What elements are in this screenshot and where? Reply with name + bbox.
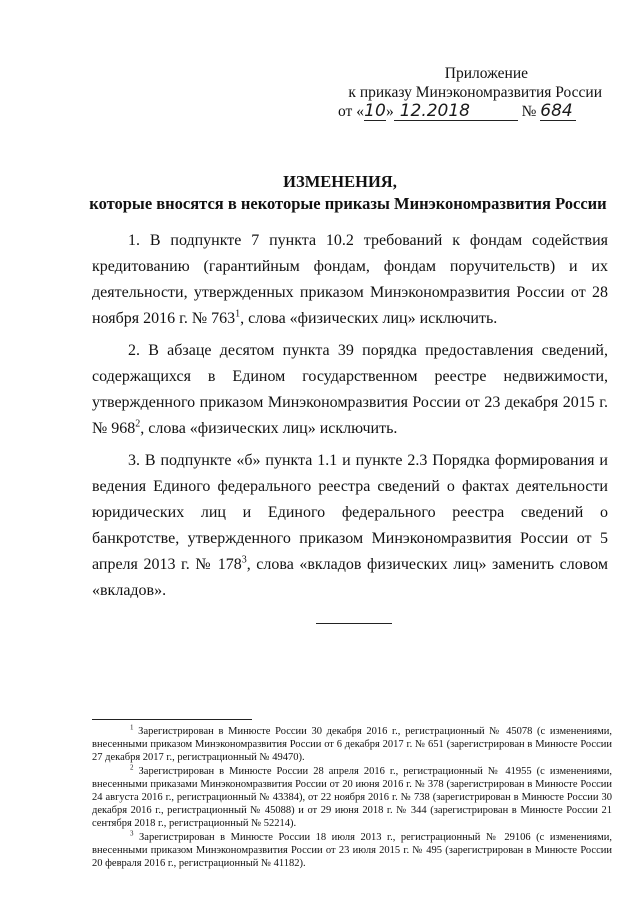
appendix-header bbox=[310, 64, 610, 124]
footnote-ref-1: 1 bbox=[235, 308, 241, 320]
footnote-2-mark: 2 bbox=[130, 763, 134, 772]
footnote-1-text: Зарегистрирован в Минюсте России 30 декабря 2016 г., регистрационный № 45078 (с изменениями, внесенными приказом Минэкономразвития России от 6 декабря 2017 г. № 651 (зарегистрирован в Минюсте России 27 декабря 2017 г., регистрационный № 49470). bbox=[92, 726, 612, 764]
item-3 bbox=[92, 448, 608, 604]
number-prefix: № bbox=[521, 103, 537, 120]
date-separator: » bbox=[385, 103, 394, 120]
item-3-text-end: , слова «вкладов физических лиц» заменить словом «вкладов». bbox=[92, 556, 608, 599]
footnote-ref-3: 3 bbox=[241, 554, 247, 566]
item-1-text-end: , слова «физических лиц» исключить. bbox=[240, 310, 498, 327]
footnote-3-mark: 3 bbox=[130, 829, 134, 838]
appendix-order-ref: к приказу Минэкономразвития России bbox=[348, 84, 602, 101]
order-number-handwritten: 684 bbox=[540, 103, 576, 121]
footnote-divider bbox=[92, 719, 252, 720]
title-line-1: ИЗМЕНЕНИЯ, bbox=[283, 172, 397, 191]
item-2-text-end: , слова «физических лиц» исключить. bbox=[140, 420, 398, 437]
footnote-1 bbox=[92, 725, 612, 765]
footnote-2-text: Зарегистрирован в Минюсте России 28 апреля 2016 г., регистрационный № 41955 (с изменениями, внесенными приказами Минэкономразвития России от 20 июня 2016 г. № 378 (зарегистрирован в Минюсте России 24 августа 2016 г., регистрационный № 43384), от 22 ноября 2016 г. № 738 (зарегистрирован в Минюсте России 30 декабря 2016 г., регистрационный № 45088) и от 29 июня 2018 г. № 344 (зарегистрирован в Минюсте России 21 сентября 2018 г., регистрационный № 52214). bbox=[92, 765, 612, 830]
item-2 bbox=[92, 338, 608, 442]
date-month-year-handwritten: 12.2018 bbox=[394, 103, 518, 121]
appendix-date-number bbox=[310, 102, 610, 124]
item-1-text: 1. В подпункте 7 пункта 10.2 требований к фондам содействия кредитованию (гарантийным фондам, фондам поручительств) и их деятельности, утвержденных приказом Минэкономразвития России от 28 ноября 2016 г. № 763 bbox=[92, 232, 608, 327]
footnote-3-text: Зарегистрирован в Минюсте России 18 июля 2013 г., регистрационный № 29106 (с изменениями, внесенными приказом Минэкономразвития России от 23 июля 2015 г. № 495 (зарегистрирован в Минюсте России 20 февраля 2016 г., регистрационный № 41182). bbox=[92, 831, 612, 870]
document-title bbox=[0, 171, 640, 215]
footnote-1-mark: 1 bbox=[130, 723, 134, 732]
item-3-text: 3. В подпункте «б» пункта 1.1 и пункте 2.3 Порядка формирования и ведения Единого федерального реестра сведений о фактах деятельности юридических лиц и Единого федерального реестра сведений о банкротстве, утвержденного приказом Минэкономразвития России от 5 апреля 2013 г. № 178 bbox=[92, 452, 608, 573]
date-day-handwritten: 10 bbox=[364, 101, 386, 121]
item-2-text: 2. В абзаце десятом пункта 39 порядка предоставления сведений, содержащихся в Едином государственном реестре недвижимости, утвержденного приказом Минэкономразвития России от 23 декабря 2015 г. № 968 bbox=[92, 342, 608, 437]
footnotes bbox=[92, 725, 612, 870]
footnote-ref-2: 2 bbox=[135, 418, 141, 430]
closing-divider bbox=[316, 623, 392, 624]
item-1 bbox=[92, 228, 608, 332]
title-line-2: которые вносятся в некоторые приказы Минэкономразвития России bbox=[89, 194, 607, 213]
footnote-2 bbox=[92, 765, 612, 831]
appendix-label: Приложение bbox=[444, 65, 528, 82]
footnote-3 bbox=[92, 831, 612, 871]
document-body bbox=[92, 228, 608, 610]
date-prefix: от « bbox=[338, 103, 364, 120]
